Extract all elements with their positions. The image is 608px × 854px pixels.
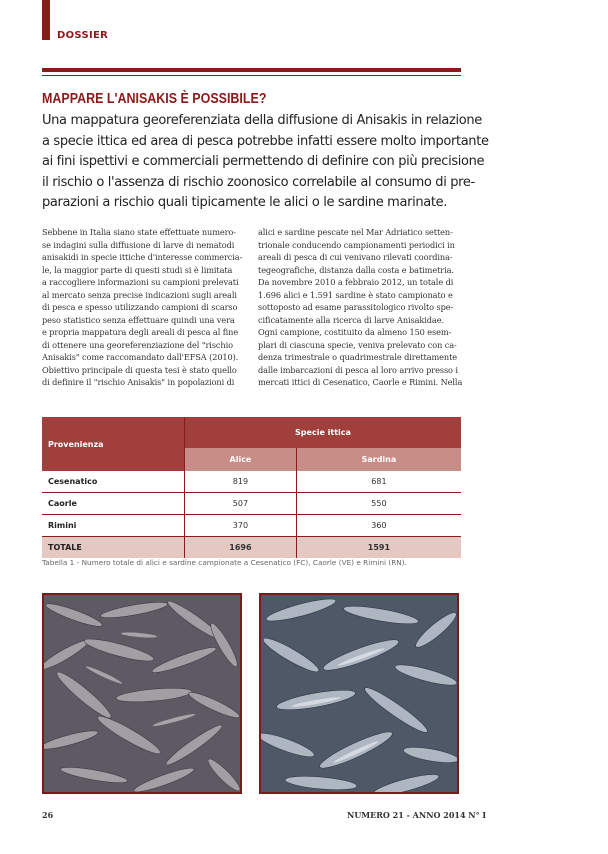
table-caption: Tabella 1 - Numero totale di alici e sardine campionate a Cesenatico (FC), Caorle (VE) e Rimini (RN). — [42, 558, 407, 567]
sample-table — [42, 417, 461, 558]
body-line: areali di pesca di cui venivano rilevati coordina- — [258, 252, 453, 262]
body-line: peso statistico senza effettuare quindi una vera — [42, 314, 235, 325]
section-label: DOSSIER — [57, 30, 109, 41]
table-row — [42, 493, 461, 515]
body-line: e propria mappatura degli areali di pesca al fine — [42, 327, 239, 337]
body-line: di definire il "rischio Anisakis" in popolazioni di — [42, 377, 235, 387]
table-cell-origin: Caorle — [42, 493, 185, 515]
table-cell-sardina: 550 — [296, 493, 461, 515]
body-line: dalle imbarcazioni di pesca al loro arrivo presso i — [258, 364, 458, 375]
article-title: MAPPARE L'ANISAKIS È POSSIBILE? — [42, 91, 267, 107]
table-row — [42, 471, 461, 493]
table-row — [42, 515, 461, 537]
sardines-photo — [259, 593, 459, 794]
body-line: plari di ciascuna specie, veniva prelevato con ca- — [258, 339, 457, 350]
table-cell-total-sardina: 1591 — [296, 537, 461, 559]
body-column-right — [258, 226, 464, 389]
table-cell-origin: Cesenatico — [42, 471, 185, 493]
body-line: alici e sardine pescate nel Mar Adriatico setten- — [258, 227, 453, 237]
body-line: trionale conducendo campionamenti periodici in — [258, 239, 455, 250]
table-header-alice: Alice — [185, 448, 297, 471]
body-line: al mercato senza precise indicazioni sugli areali — [42, 289, 237, 300]
lead-line: Una mappatura georeferenziata della diffusione di Anisakis in relazione — [42, 113, 482, 128]
body-line: Anisakis" come raccomandato dall'EFSA (2010). — [42, 352, 239, 362]
anchovies-photo — [42, 593, 242, 794]
body-line: Ogni campione, costituito da almeno 150 esem- — [258, 327, 452, 337]
table-cell-sardina: 681 — [296, 471, 461, 493]
table-header-species: Specie ittica — [185, 417, 462, 448]
article-lead — [42, 111, 489, 214]
header-accent-bar — [42, 0, 50, 40]
body-line: cificatamente alla ricerca di larve Anisakidae. — [258, 314, 444, 325]
body-line: se indagini sulla diffusione di larve di nematodi — [42, 239, 235, 250]
body-line: le, la maggior parte di questi studi si è limitata — [42, 264, 233, 275]
table-cell-alice: 819 — [185, 471, 297, 493]
table-header-sardina: Sardina — [296, 448, 461, 471]
table-cell-origin: Rimini — [42, 515, 185, 537]
body-line: sottoposto ad esame parassitologico rivolto spe- — [258, 302, 454, 312]
lead-line: ai fini ispettivi e commerciali permettendo di definire con più precisione — [42, 154, 485, 169]
sardines-image — [261, 595, 457, 792]
table-cell-alice: 507 — [185, 493, 297, 515]
page-number: 26 — [42, 810, 54, 820]
body-line: anisakidi in specie ittiche d'interesse commercia- — [42, 252, 243, 262]
body-line: 1.696 alici e 1.591 sardine è stato campionato e — [258, 289, 453, 300]
issue-label: NUMERO 21 - ANNO 2014 N° I — [347, 810, 487, 820]
body-line: a raccogliere informazioni su campioni prelevati — [42, 277, 239, 287]
body-line: tegeografiche, distanza dalla costa e batimetria. — [258, 264, 454, 275]
lead-line: a specie ittica ed area di pesca potrebbe infatti essere molto importante — [42, 133, 489, 149]
title-rule-thick — [42, 68, 461, 72]
table-cell-total-alice: 1696 — [185, 537, 297, 559]
body-line: denza trimestrale o quadrimestrale direttamente — [258, 352, 458, 362]
title-rule-thin — [42, 75, 461, 76]
body-line: di ottenere una georeferenziazione del "rischio — [42, 339, 233, 350]
lead-line: parazioni a rischio quali tipicamente le alici o le sardine marinate. — [42, 195, 448, 210]
lead-line: il rischio o l'assenza di rischio zoonosico correlabile al consumo di pre- — [42, 174, 475, 190]
table-total-row — [42, 537, 461, 559]
body-line: mercati ittici di Cesenatico, Caorle e Rimini. Nella — [258, 377, 463, 387]
table-cell-sardina: 360 — [296, 515, 461, 537]
body-line: Da novembre 2010 a febbraio 2012, un totale di — [258, 277, 454, 287]
body-column-left — [42, 226, 248, 389]
body-line: Obiettivo principale di questa tesi è stato quello — [42, 364, 237, 375]
body-line: Sebbene in Italia siano state effettuate numero- — [42, 227, 236, 237]
table-cell-alice: 370 — [185, 515, 297, 537]
table-header-origin: Provenienza — [42, 417, 185, 471]
body-line: di pesca e spesso utilizzando campioni di scarso — [42, 302, 238, 312]
table-cell-total-label: TOTALE — [42, 537, 185, 559]
anchovies-image — [44, 595, 240, 792]
